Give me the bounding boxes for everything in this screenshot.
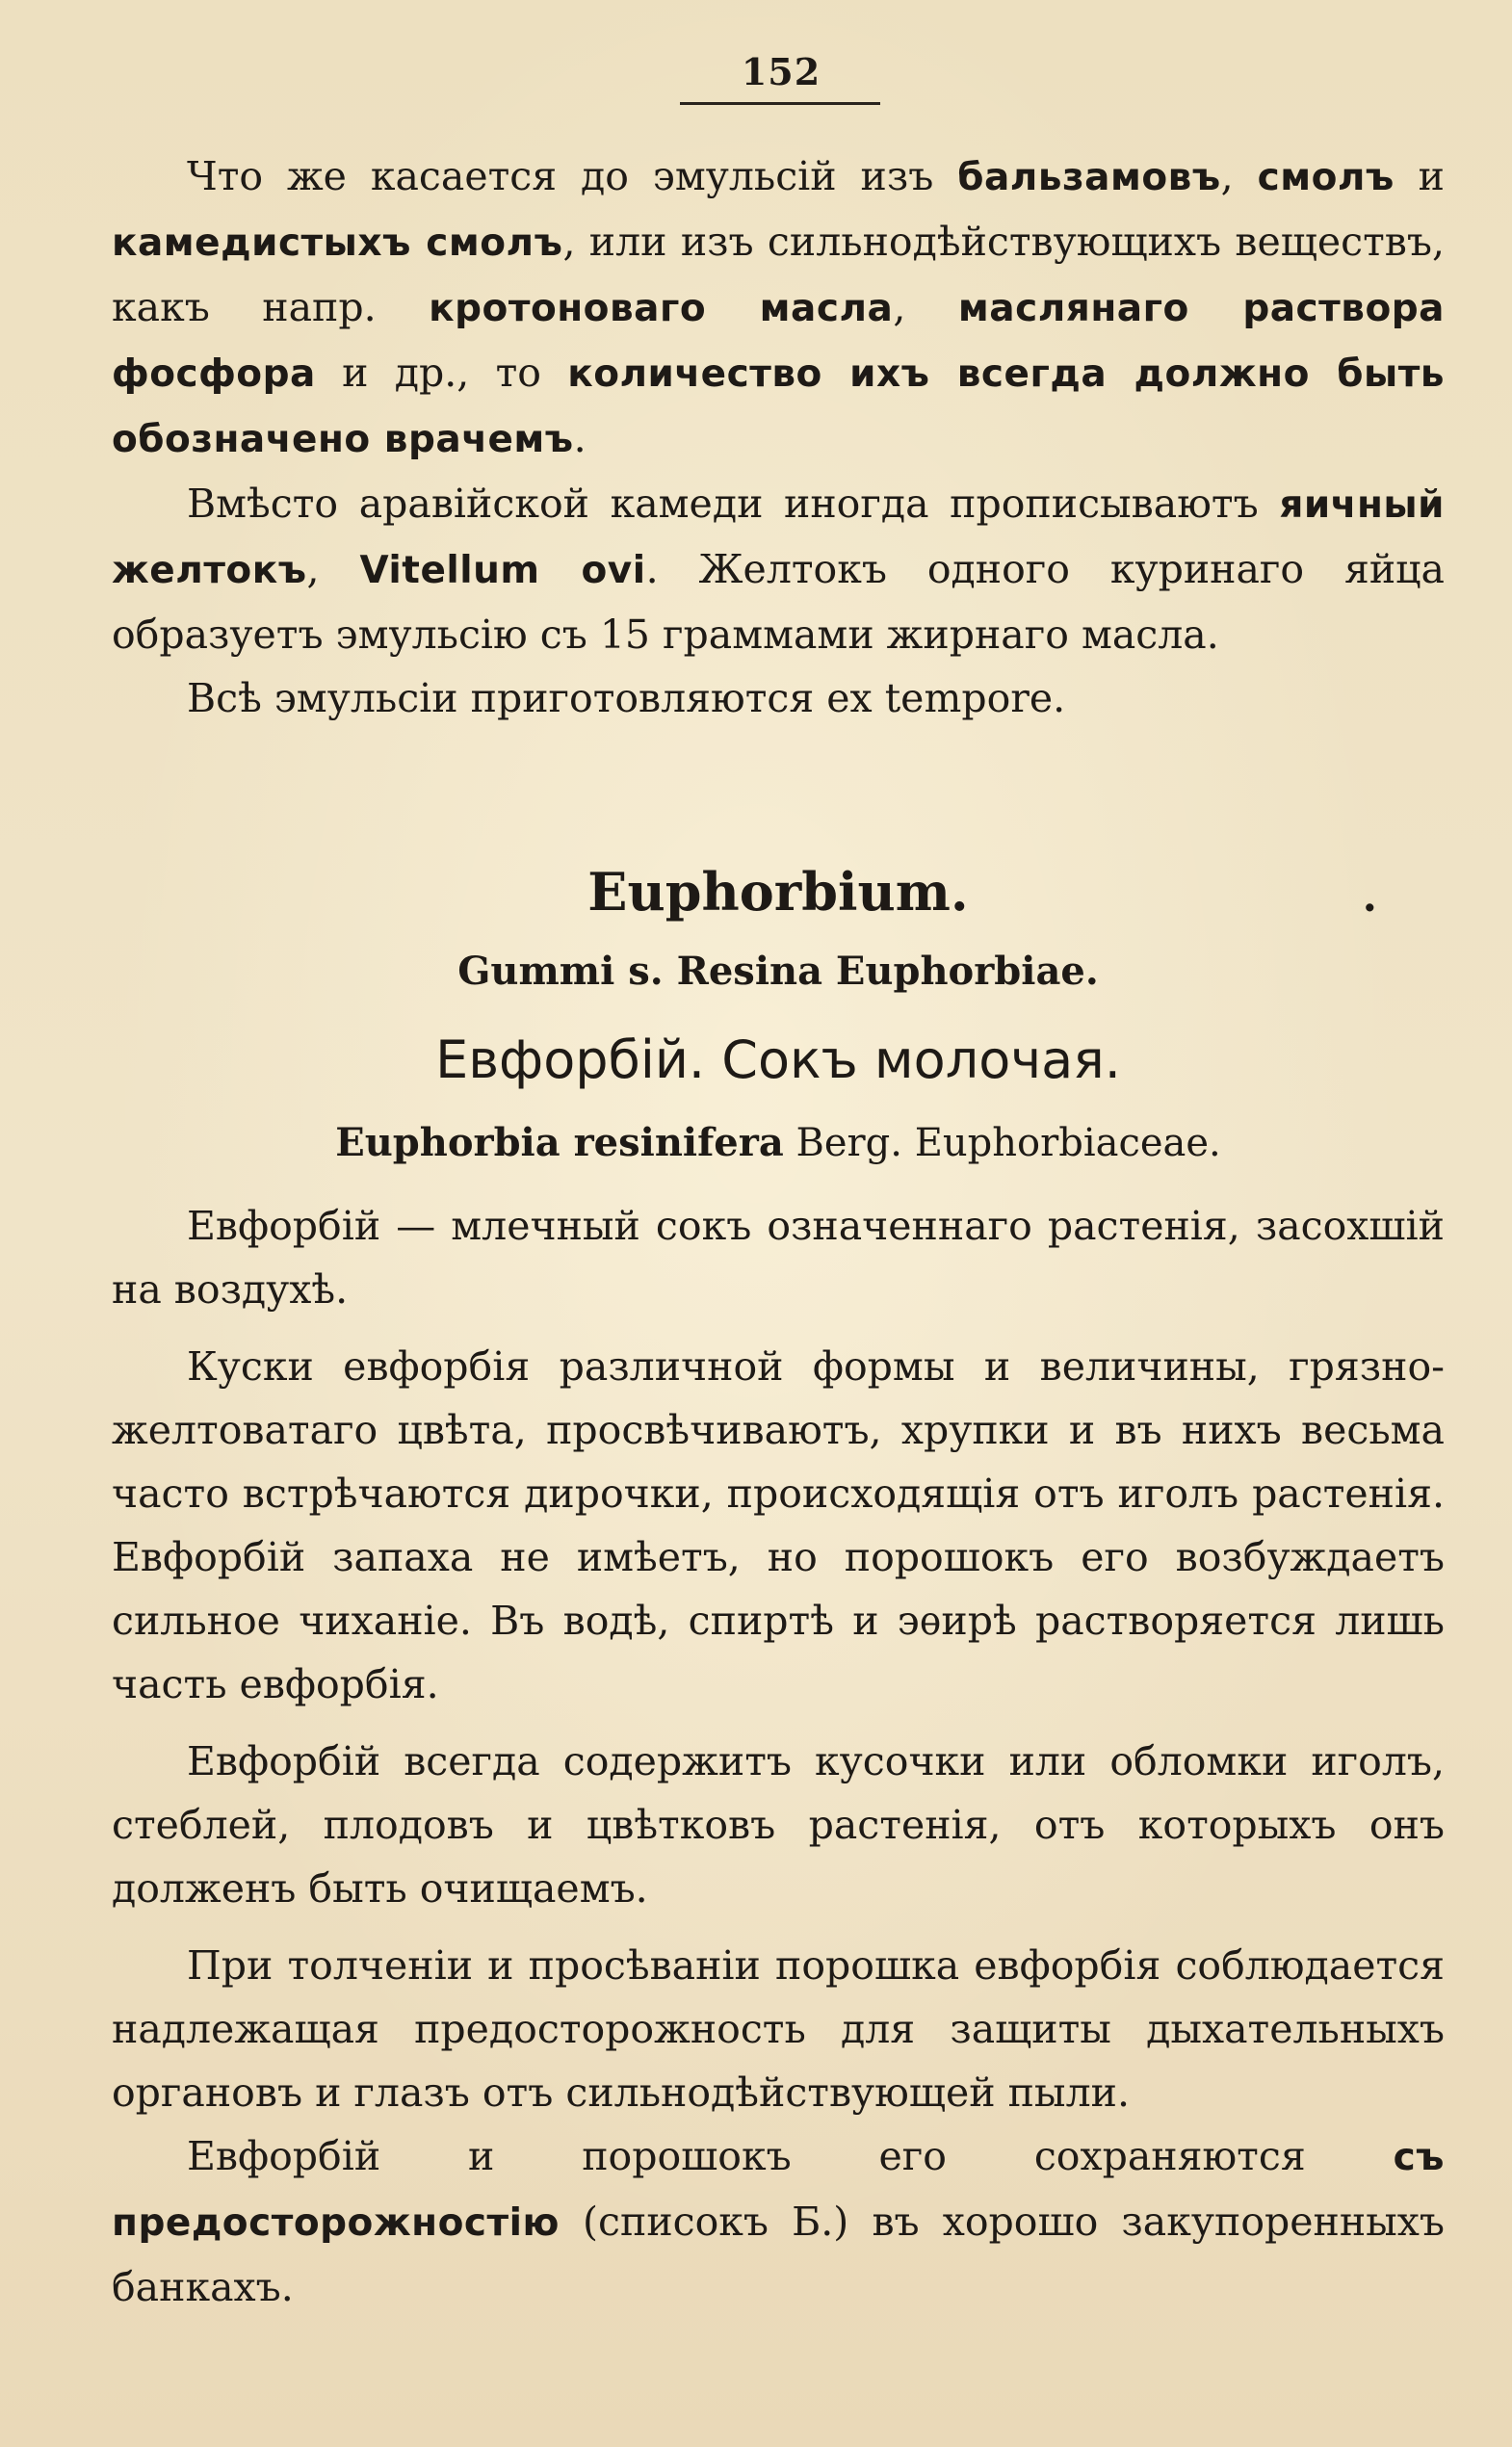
page-body <box>112 144 1445 2319</box>
emphasis-croton-oil: кротоноваго масла <box>429 287 894 330</box>
article-subtitle: Gummi s. Resina Euphorbiae. <box>457 949 1099 994</box>
emphasis-egg-yolk: яичный желтокъ <box>112 483 1445 592</box>
article-paragraph: Евфорбій — млечный сокъ означеннаго растенія, засохшій на воздухѣ. <box>112 1203 1445 1313</box>
text-run: и <box>1394 153 1446 199</box>
text-run: Евфорбій и порошокъ его сохраняются <box>187 2133 1394 2179</box>
article-russian-title: Евфорбій. Сокъ молочая. <box>435 1029 1121 1090</box>
intro-paragraph-1 <box>112 144 1445 472</box>
article-paragraph: Евфорбій всегда содержитъ кусочки или обломки иголъ, стеблей, плодовъ и цвѣтковъ растенія, отъ которыхъ онъ долженъ быть очищаемъ. <box>112 1738 1445 1912</box>
text-run: , <box>893 284 958 330</box>
plant-name-line <box>112 1109 1445 1177</box>
article-paragraph: При толченіи и просѣваніи порошка евфорбія соблюдается надлежащая предосторожность для защиты дыхательныхъ органовъ и глазъ отъ сильнодѣйствующей пыли. <box>112 1942 1445 2116</box>
article-title-text: Euphorbium. <box>587 861 969 923</box>
article-paragraph-storage <box>112 2124 1445 2319</box>
plant-latin-name: Euphorbia resinifera <box>335 1120 784 1165</box>
emphasis-vitellum-ovi: Vitellum ovi <box>359 549 646 592</box>
intro-paragraph-3: Всѣ эмульсіи приготовляются ex tempore. <box>187 675 1066 721</box>
emphasis-gum-resins: камедистыхъ смолъ <box>112 221 563 265</box>
emphasis-balsams: бальзамовъ <box>957 156 1221 199</box>
emphasis-phosphorus-solution: маслянаго раствора фосфора <box>112 287 1445 396</box>
title-dot: . <box>1362 872 1377 922</box>
article-paragraph: Куски евфорбія различной формы и величины, грязно-желтоватаго цвѣта, просвѣчиваютъ, хрупки и въ нихъ весьма часто встрѣчаются дирочки, происходящія отъ иголъ растенія. Евфорбій запаха не имѣетъ, но порошокъ его возбуждаетъ сильное чиханіе. Въ водѣ, спиртѣ и эѳирѣ растворяется лишь часть евфорбія. <box>112 1343 1445 1707</box>
text-run: . Желтокъ одного куринаго яйца образуетъ эмульсію съ 15 граммами жирнаго масла. <box>112 546 1445 658</box>
text-run: , или изъ сильнодѣйствующихъ веществъ, какъ напр. <box>112 219 1445 330</box>
emphasis-resins: смолъ <box>1257 156 1395 199</box>
text-run: . <box>573 415 587 461</box>
plant-author-family: Berg. Euphorbiaceae. <box>783 1121 1221 1165</box>
text-run: Вмѣсто аравійской камеди иногда прописываютъ <box>187 481 1280 527</box>
intro-paragraph-2 <box>112 472 1445 666</box>
emphasis-caution: съ предосторожностію <box>112 2136 1445 2245</box>
text-run: , <box>306 546 360 592</box>
page-number: 152 <box>741 50 821 93</box>
text-run: и др., то <box>315 350 568 396</box>
header-rule <box>680 102 880 105</box>
emphasis-quantity-note: количество ихъ всегда должно быть обозначено врачемъ <box>112 352 1445 461</box>
text-run: (списокъ Б.) въ хорошо закупоренныхъ банкахъ. <box>112 2199 1445 2310</box>
text-run: Что же касается до эмульсій изъ <box>187 153 958 199</box>
article-title <box>112 853 1445 930</box>
text-run: , <box>1220 153 1258 199</box>
